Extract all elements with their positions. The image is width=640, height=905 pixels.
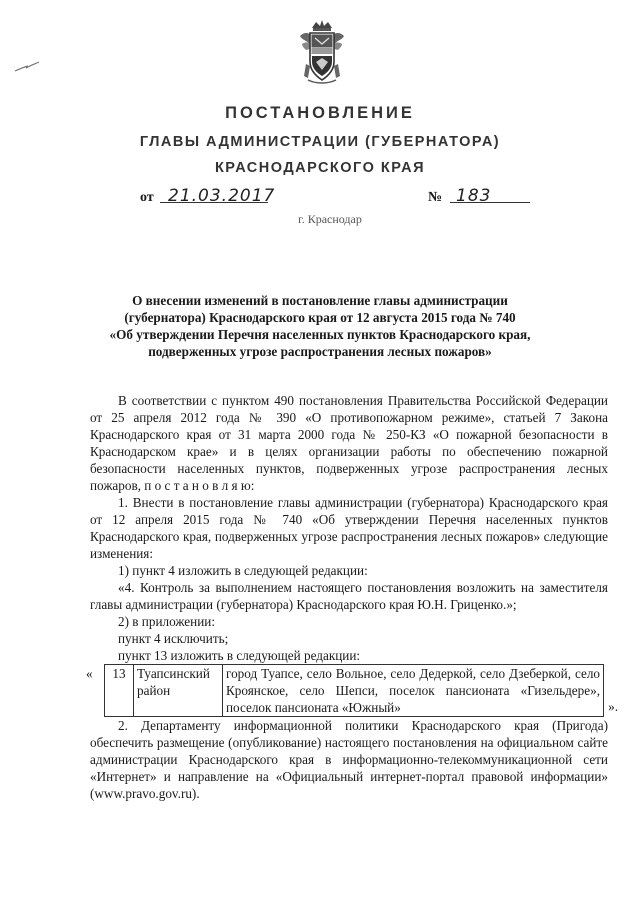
issuer-line-2: КРАСНОДАРСКОГО КРАЯ xyxy=(214,160,426,176)
pen-mark-icon xyxy=(14,60,40,74)
quote-open: « xyxy=(86,666,93,681)
subject-line-1: О внесении изменений в постановление главы администрации xyxy=(132,293,508,308)
item-1-paragraph: 1. Внести в постановление главы администрации (губернатора) Краснодарского края от 12 апреля 2015 года № 740 «Об утверждении Перечня населенных пунктов Краснодарского края, подверженных угрозе распространения лесных пожаров» следующие изменения: xyxy=(90,495,608,561)
row-number: 13 xyxy=(105,665,134,717)
coat-of-arms-icon xyxy=(296,18,348,86)
amended-row-block xyxy=(86,664,618,717)
item-1-2-paragraph: 2) в приложении: xyxy=(118,614,215,629)
item-1-2-b: пункт 13 изложить в следующей редакции: xyxy=(118,648,361,663)
row-settlements: город Туапсе, село Вольное, село Дедеркой, село Дзеберкой, село Кроянское, село Шепси, поселок пансионата «Гизельдере», поселок пансионата «Южный» xyxy=(223,665,604,717)
city-name: г. Краснодар xyxy=(298,212,362,226)
table-row xyxy=(105,665,604,717)
issuer-line-1: ГЛАВЫ АДМИНИСТРАЦИИ (ГУБЕРНАТОРА) xyxy=(139,134,501,150)
subject-line-2: (губернатора) Краснодарского края от 12 августа 2015 года № 740 xyxy=(124,310,516,325)
document-title: ПОСТАНОВЛЕНИЕ xyxy=(225,104,415,122)
subject-line-3: «Об утверждении Перечня населенных пунктов Краснодарского края, xyxy=(109,327,531,342)
date-label: от xyxy=(140,190,154,205)
item-2-paragraph: 2. Департаменту информационной политики Краснодарского края (Пригода) обеспечить размещение (опубликование) настоящего постановления на официальном сайте администрации Краснодарского края в информационно-телекоммуникационной сети «Интернет» и направление на «Официальный интернет-портал правовой информации» (www.pravo.gov.ru). xyxy=(90,718,608,801)
document-subject xyxy=(70,292,570,360)
item-1-1-paragraph: 1) пункт 4 изложить в следующей редакции: xyxy=(118,563,368,578)
document-body xyxy=(86,392,618,802)
document-number: 183 xyxy=(456,186,492,206)
subject-line-4: подверженных угрозе распространения лесных пожаров» xyxy=(148,344,492,359)
row-district: Туапсинский район xyxy=(134,665,223,717)
quote-close: ». xyxy=(608,699,618,714)
item-1-2-a: пункт 4 исключить; xyxy=(118,631,229,646)
number-label: № xyxy=(428,190,443,205)
preamble-paragraph: В соответствии с пунктом 490 постановления Правительства Российской Федерации от 25 апреля 2012 года № 390 «О противопожарном режиме», статьей 7 Закона Краснодарского края от 31 марта 2000 года № 250-КЗ «О пожарной безопасности в Краснодарском крае» и в целях организации работы по обеспечению пожарной безопасности населенных пунктов, подверженных угрозе распространения лесных пожаров, п о с т а н о в л я ю: xyxy=(90,393,608,493)
item-1-1-text: «4. Контроль за выполнением настоящего постановления возложить на заместителя главы администрации (губернатора) Краснодарского края Ю.Н. Гриценко.»; xyxy=(90,580,608,612)
settlements-table xyxy=(104,664,604,717)
date-number-row xyxy=(0,188,640,212)
document-date: 21.03.2017 xyxy=(168,186,276,206)
